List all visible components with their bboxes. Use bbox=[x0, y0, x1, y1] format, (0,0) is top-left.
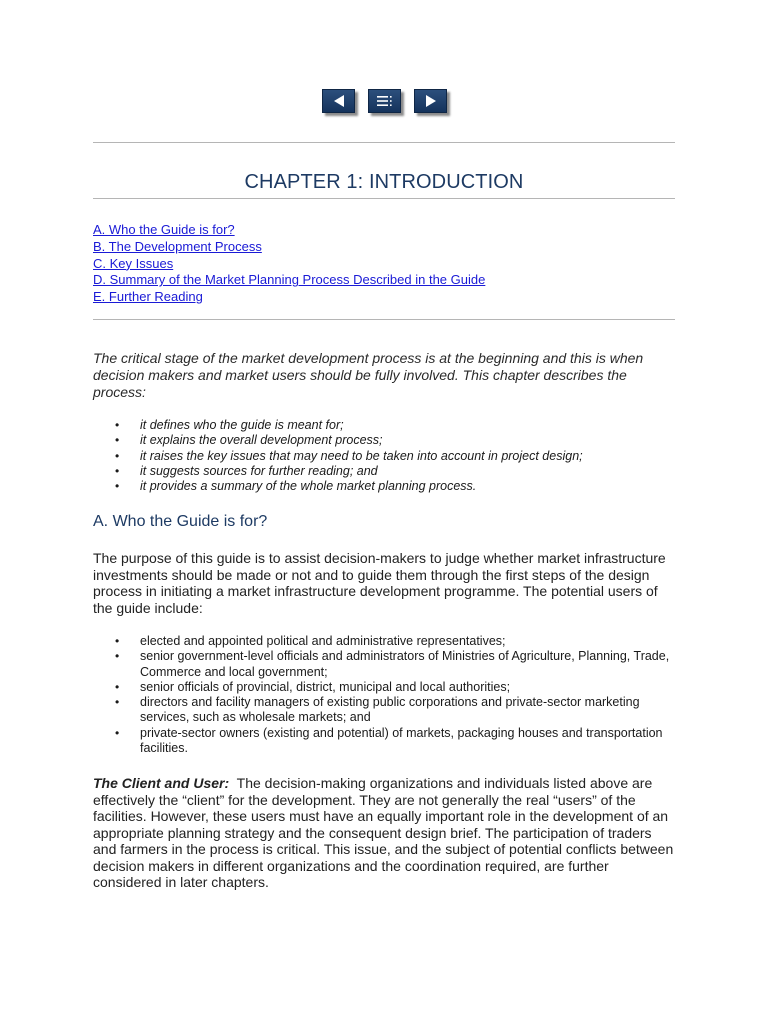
toc-link-d[interactable]: D. Summary of the Market Planning Process Described in the Guide bbox=[93, 272, 486, 288]
client-user-text: The decision-making organizations and individuals listed above are effectively the “client” for the development. They are not generally the real “users” of the facilities. However, these users must have an equally important role in the development of an appropriate planning strategy and the consequent design brief. The participation of traders and farmers in the process is critical. This issue, and the subject of potential conflicts between decision makers in different organizations and the coordination required, are further considered in later chapters. bbox=[93, 775, 674, 890]
list-icon bbox=[375, 94, 395, 108]
list-item: • it raises the key issues that may need to be taken into account in project design; bbox=[140, 449, 673, 464]
arrow-right-icon bbox=[423, 94, 439, 108]
divider bbox=[93, 198, 675, 199]
list-item: • senior officials of provincial, district, municipal and local authorities; bbox=[140, 680, 673, 695]
list-item: • elected and appointed political and administrative representatives; bbox=[140, 634, 673, 649]
intro-bullet-list bbox=[93, 418, 673, 494]
toc-link-b[interactable]: B. The Development Process bbox=[93, 238, 262, 254]
chapter-title: CHAPTER 1: INTRODUCTION bbox=[244, 171, 524, 193]
list-item: • it suggests sources for further reading; and bbox=[140, 464, 673, 479]
toc-item bbox=[93, 222, 485, 239]
intro-paragraph: The critical stage of the market development process is at the beginning and this is when decision makers and market users should be fully involved. This chapter describes the process: bbox=[93, 350, 644, 400]
list-item: • private-sector owners (existing and potential) of markets, packaging houses and transportation facilities. bbox=[140, 726, 673, 757]
toc-link-a[interactable]: A. Who the Guide is for? bbox=[93, 222, 235, 237]
client-user-paragraph bbox=[93, 775, 678, 891]
toc-item bbox=[93, 256, 485, 273]
toc-item bbox=[93, 272, 485, 289]
purpose-paragraph: The purpose of this guide is to assist decision-makers to judge whether market infrastructure investments should be made or not and to guide them through the first steps of the design process in initiating a market infrastructure development programme. The potential users of the guide include: bbox=[93, 550, 666, 616]
client-user-label: The Client and User: bbox=[93, 775, 230, 791]
list-item: • it provides a summary of the whole market planning process. bbox=[140, 479, 673, 494]
toc-link-e[interactable]: E. Further Reading bbox=[93, 289, 203, 305]
list-item: • senior government-level officials and administrators of Ministries of Agriculture, Planning, Trade, Commerce and local government; bbox=[140, 649, 673, 680]
list-item: • it explains the overall development process; bbox=[140, 433, 673, 448]
page-navigation bbox=[322, 89, 447, 113]
list-item: • directors and facility managers of existing public corporations and private-sector marketing services, such as wholesale markets; and bbox=[140, 695, 673, 726]
contents-page-button[interactable] bbox=[368, 89, 401, 113]
divider bbox=[93, 319, 675, 320]
next-page-button[interactable] bbox=[414, 89, 447, 113]
table-of-contents bbox=[93, 222, 485, 306]
toc-item bbox=[93, 289, 485, 306]
toc-item bbox=[93, 239, 485, 256]
toc-link-c[interactable]: C. Key Issues bbox=[93, 255, 174, 271]
list-item: • it defines who the guide is meant for; bbox=[140, 418, 673, 433]
users-bullet-list bbox=[93, 634, 673, 756]
arrow-left-icon bbox=[331, 94, 347, 108]
divider bbox=[93, 142, 675, 143]
previous-page-button[interactable] bbox=[322, 89, 355, 113]
section-heading-a: A. Who the Guide is for? bbox=[93, 513, 268, 530]
